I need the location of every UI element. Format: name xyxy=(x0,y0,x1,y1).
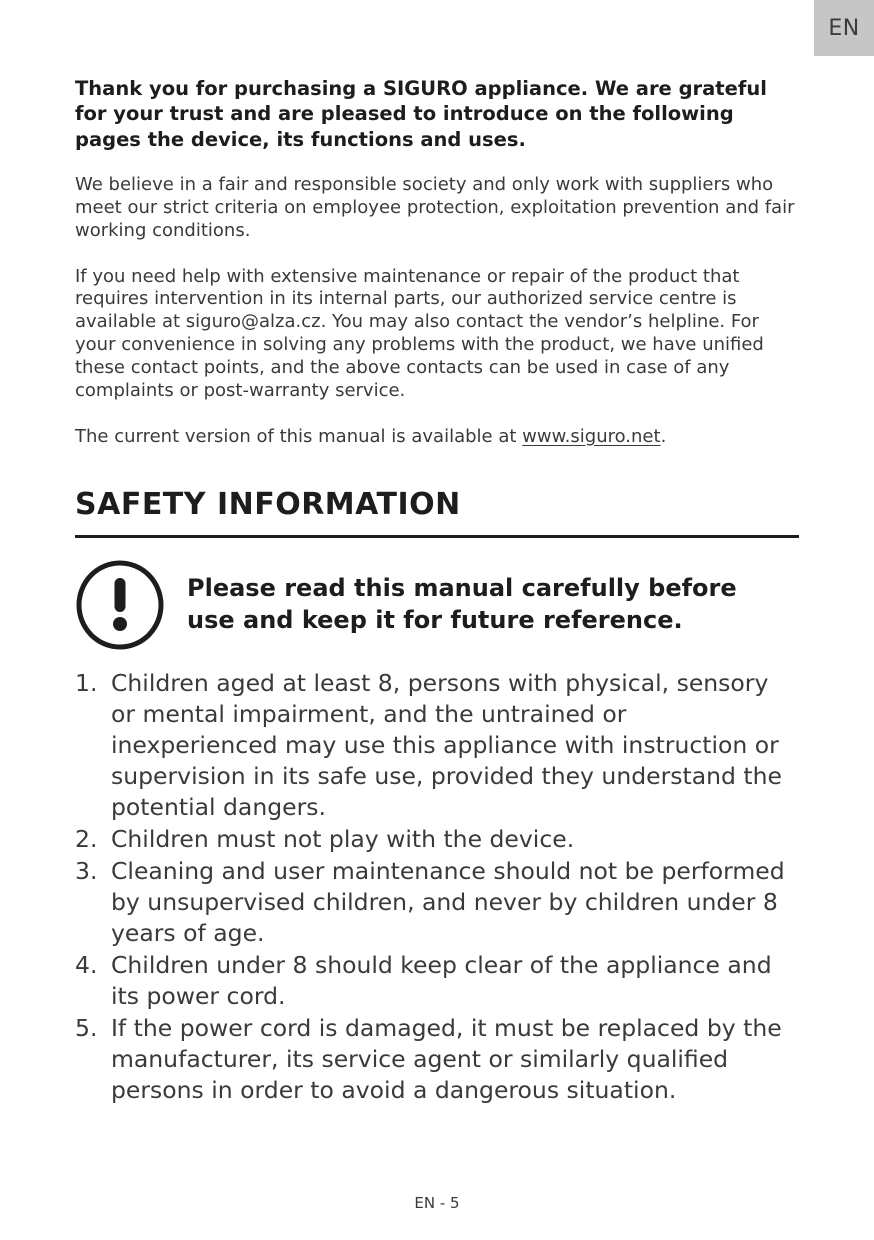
list-item-text: Cleaning and user maintenance should not be performed by unsupervised children, and never by children under 8 years of age. xyxy=(111,856,785,947)
list-item-text: Children aged at least 8, persons with physical, sensory or mental impairment, and the untrained or inexperienced may use this appliance with instruction or supervision in its safe use, provided they understand the potential dangers. xyxy=(111,668,782,821)
list-number: 2. xyxy=(75,824,98,853)
intro-lead-paragraph: Thank you for purchasing a SIGURO appliance. We are grateful for your trust and are pleased to introduce on the following pages the device, its functions and uses. xyxy=(75,77,767,151)
list-item-text: If the power cord is damaged, it must be replaced by the manufacturer, its service agent or similarly qualified persons in order to avoid a dangerous situation. xyxy=(111,1013,782,1104)
safety-list-item xyxy=(75,856,799,949)
suppliers-paragraph: We believe in a fair and responsible society and only work with suppliers who meet our strict criteria on employee protection, exploitation prevention and fair working conditions. xyxy=(75,174,795,241)
manual-version-paragraph xyxy=(75,426,799,449)
safety-list-item xyxy=(75,668,799,823)
safety-information-heading: SAFETY INFORMATION xyxy=(75,487,799,538)
list-number: 5. xyxy=(75,1013,98,1042)
safety-rules-list xyxy=(75,668,799,1106)
safety-notice-block xyxy=(75,560,799,650)
safety-list-item xyxy=(75,824,799,855)
service-paragraph: If you need help with extensive maintenance or repair of the product that requires intervention in its internal parts, our authorized service centre is available at siguro@alza.cz. You may also contact the vendor’s helpline. For your convenience in solving any problems with the product, we have unified these contact points, and the above contacts can be used in case of any complaints or post-warranty service. xyxy=(75,265,764,401)
safety-list-item xyxy=(75,950,799,1012)
list-item-text: Children must not play with the device. xyxy=(111,824,575,853)
list-number: 4. xyxy=(75,950,98,979)
language-tab-label: EN xyxy=(828,15,860,41)
page-footer xyxy=(0,1194,874,1212)
manual-version-text-suffix: . xyxy=(660,425,667,447)
siguro-website-link[interactable]: www.siguro.net xyxy=(522,425,661,447)
list-number: 3. xyxy=(75,856,98,885)
language-tab xyxy=(814,0,874,56)
manual-version-text-prefix: The current version of this manual is available at xyxy=(75,425,523,447)
safety-notice-text: Please read this manual carefully before use and keep it for future reference. xyxy=(187,574,737,634)
safety-list-item xyxy=(75,1013,799,1106)
list-item-text: Children under 8 should keep clear of the appliance and its power cord. xyxy=(111,950,772,1010)
list-number: 1. xyxy=(75,668,98,697)
exclamation-circle-icon xyxy=(75,560,165,650)
page-number: EN - 5 xyxy=(414,1194,460,1212)
